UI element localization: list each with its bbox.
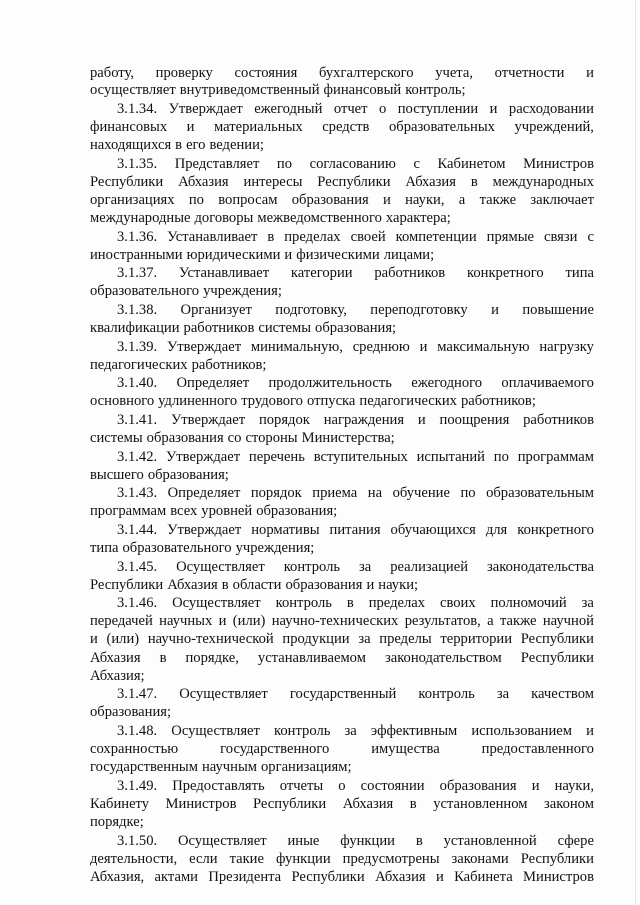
text-line: системы образования со стороны Министерства;: [90, 430, 395, 446]
text-line: 3.1.50. Осуществляет иные функции в установленной сфере: [117, 833, 594, 849]
text-line: финансовых и материальных средств образовательных учреждений,: [90, 119, 594, 135]
text-line: осуществляет внутриведомственный финансовый контроль;: [90, 82, 466, 98]
text-line: 3.1.41. Утверждает порядок награждения и поощрения работников: [117, 412, 594, 428]
text-line: 3.1.45. Осуществляет контроль за реализацией законодательства: [117, 559, 594, 575]
text-line: программам всех уровней образования;: [90, 503, 338, 519]
text-line: образовательного учреждения;: [90, 283, 282, 299]
text-line: 3.1.40. Определяет продолжительность ежегодного оплачиваемого: [117, 375, 594, 391]
text-line: 3.1.42. Утверждает перечень вступительных испытаний по программам: [117, 449, 594, 465]
text-line: международные договоры межведомственного характера;: [90, 210, 451, 226]
text-line: квалификации работников системы образования;: [90, 320, 397, 336]
text-line: Абхазия;: [90, 668, 145, 684]
text-line: 3.1.38. Организует подготовку, переподготовку и повышение: [117, 302, 594, 318]
text-line: организациях по вопросам образования и науки, а также заключает: [90, 192, 594, 208]
text-line: Абхазия в порядке, устанавливаемом законодательством Республики: [90, 650, 594, 666]
text-line: и (или) научно-технической продукции за пределы территории Республики: [90, 631, 594, 647]
text-line: деятельности, если такие функции предусмотрены законами Республики: [90, 851, 594, 867]
text-line: государственным научным организациям;: [90, 759, 352, 775]
text-line: порядке;: [90, 814, 144, 830]
text-line: 3.1.48. Осуществляет контроль за эффективным использованием и: [117, 723, 594, 739]
text-line: 3.1.37. Устанавливает категории работников конкретного типа: [117, 265, 594, 281]
text-line: Кабинету Министров Республики Абхазия в установленном законом: [90, 796, 594, 812]
text-line: основного удлиненного трудового отпуска педагогических работников;: [90, 393, 536, 409]
text-line: высшего образования;: [90, 467, 229, 483]
text-line: передачей научных и (или) научно-технических результатов, а также научной: [90, 613, 594, 629]
page-edge: [635, 0, 636, 905]
text-line: работу, проверку состояния бухгалтерского учета, отчетности и: [90, 65, 594, 81]
text-line: Республики Абхазия в области образования и науки;: [90, 577, 419, 593]
text-line: сохранностью государственного имущества предоставленного: [90, 741, 594, 757]
text-line: 3.1.46. Осуществляет контроль в пределах своих полномочий за: [117, 595, 594, 611]
text-line: 3.1.39. Утверждает минимальную, среднюю и максимальную нагрузку: [117, 339, 594, 355]
text-line: образования;: [90, 704, 172, 720]
text-line: 3.1.34. Утверждает ежегодный отчет о поступлении и расходовании: [117, 101, 594, 117]
text-line: 3.1.36. Устанавливает в пределах своей компетенции прямые связи с: [117, 229, 594, 245]
text-line: Республики Абхазия интересы Республики Абхазия в международных: [90, 174, 594, 190]
text-line: 3.1.47. Осуществляет государственный контроль за качеством: [117, 686, 594, 702]
text-line: 3.1.43. Определяет порядок приема на обучение по образовательным: [117, 485, 594, 501]
text-line: педагогических работников;: [90, 357, 267, 373]
text-line: 3.1.49. Предоставлять отчеты о состоянии образования и науки,: [117, 778, 594, 794]
text-line: типа образовательного учреждения;: [90, 540, 315, 556]
text-line: находящихся в его ведении;: [90, 137, 264, 153]
text-line: иностранными юридическими и физическими лицами;: [90, 247, 435, 263]
text-line: Абхазия, актами Президента Республики Абхазия и Кабинета Министров: [90, 869, 594, 885]
text-line: 3.1.35. Представляет по согласованию с Кабинетом Министров: [117, 156, 594, 172]
text-line: 3.1.44. Утверждает нормативы питания обучающихся для конкретного: [117, 522, 594, 538]
